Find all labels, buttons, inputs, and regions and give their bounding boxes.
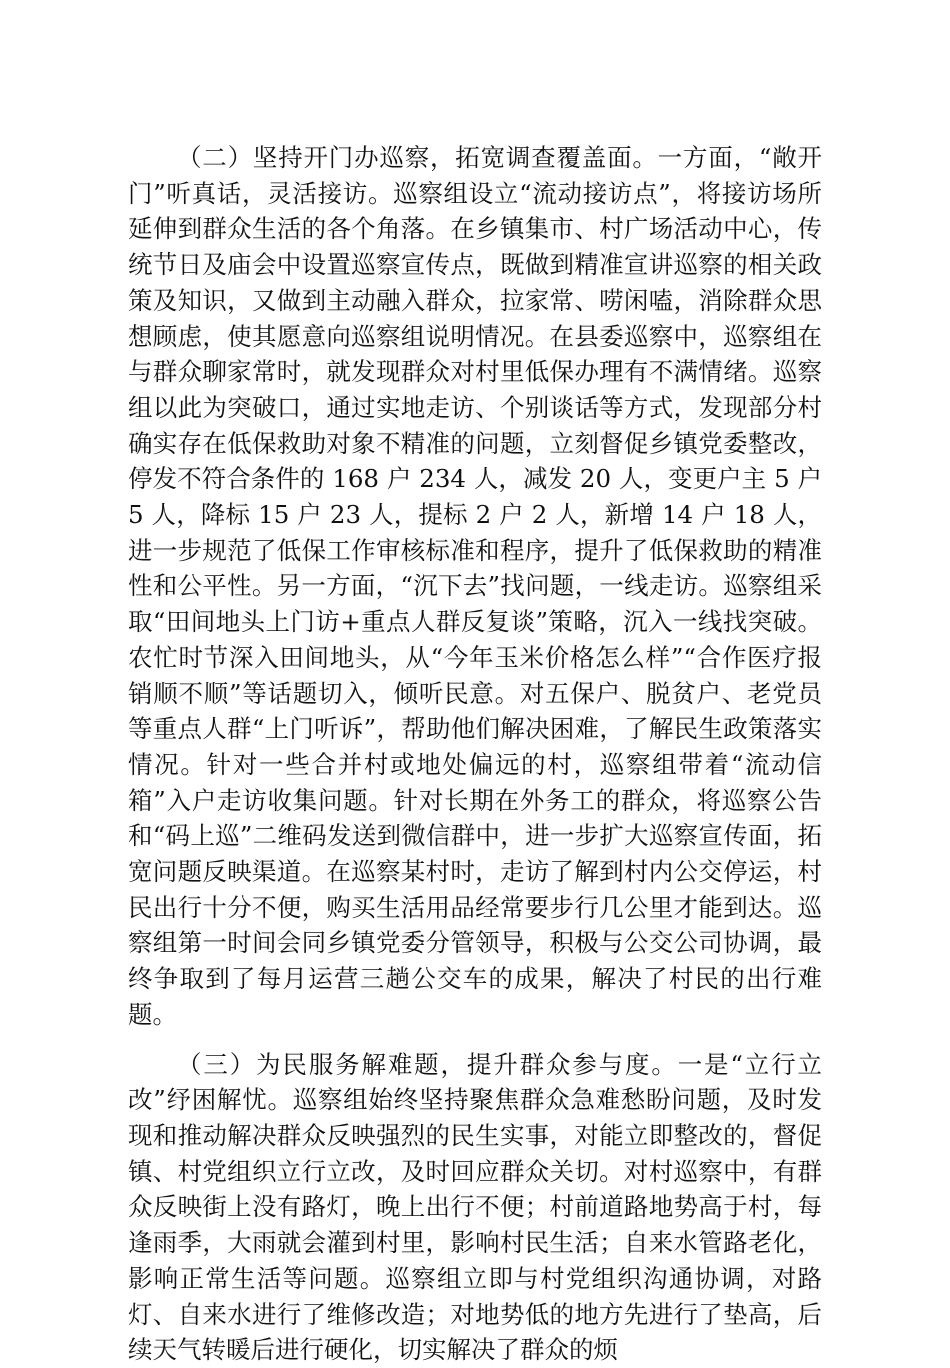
paragraph-inspection-open-door: （二）坚持开门办巡察，拓宽调查覆盖面。一方面，“敞开门”听真话，灵活接访。巡察组设立“流动接访点”，将接访场所延伸到群众生活的各个角落。在乡镇集市、村广场活动中心，传统节日及庙会中设置巡察宣传点，既做到精准宣讲巡察的相关政策及知识，又做到主动融入群众，拉家常、唠闲嗑，消除群众思想顾虑，使其愿意向巡察组说明情况。在县委巡察中，巡察组在与群众聊家常时，就发现群众对村里低保办理有不满情绪。巡察组以此为突破口，通过实地走访、个别谈话等方式，发现部分村确实存在低保救助对象不精准的问题，立刻督促乡镇党委整改，停发不符合条件的 168 户 234 人，减发 20 人，变更户主 5 户 5 人，降标 15 户 23 人，提标 2 户 2 人，新增 14 户 18 人，进一步规范了低保工作审核标准和程序，提升了低保救助的精准性和公平性。另一方面，“沉下去”找问题，一线走访。巡察组采取“田间地头上门访+重点人群反复谈”策略，沉入一线找突破。农忙时节深入田间地头，从“今年玉米价格怎么样”“合作医疗报销顺不顺”等话题切入，倾听民意。对五保户、脱贫户、老党员等重点人群“上门听诉”，帮助他们解决困难，了解民生政策落实情况。针对一些合并村或地处偏远的村，巡察组带着“流动信箱”入户走访收集问题。针对长期在外务工的群众，将巡察公告和“码上巡”二维码发送到微信群中，进一步扩大巡察宣传面，拓宽问题反映渠道。在巡察某村时，走访了解到村内公交停运，村民出行十分不便，购买生活用品经常要步行几公里才能到达。巡察组第一时间会同乡镇党委分管领导，积极与公交公司协调，最终争取到了每月运营三趟公交车的成果，解决了村民的出行难题。 — [128, 143, 822, 1029]
paragraph-serve-people: （三）为民服务解难题，提升群众参与度。一是“立行立改”纾困解忧。巡察组始终坚持聚焦群众急难愁盼问题，及时发现和推动解决群众反映强烈的民生实事，对能立即整改的，督促镇、村党组织立行立改，及时回应群众关切。对村巡察中，有群众反映街上没有路灯，晚上出行不便；村前道路地势高于村，每逢雨季，大雨就会灌到村里，影响村民生活；自来水管路老化，影响正常生活等问题。巡察组立即与村党组织沟通协调，对路灯、自来水进行了维修改造；对地势低的地方先进行了垫高，后续天气转暖后进行硬化，切实解决了群众的烦 — [128, 1049, 822, 1365]
document-body — [128, 140, 822, 1368]
